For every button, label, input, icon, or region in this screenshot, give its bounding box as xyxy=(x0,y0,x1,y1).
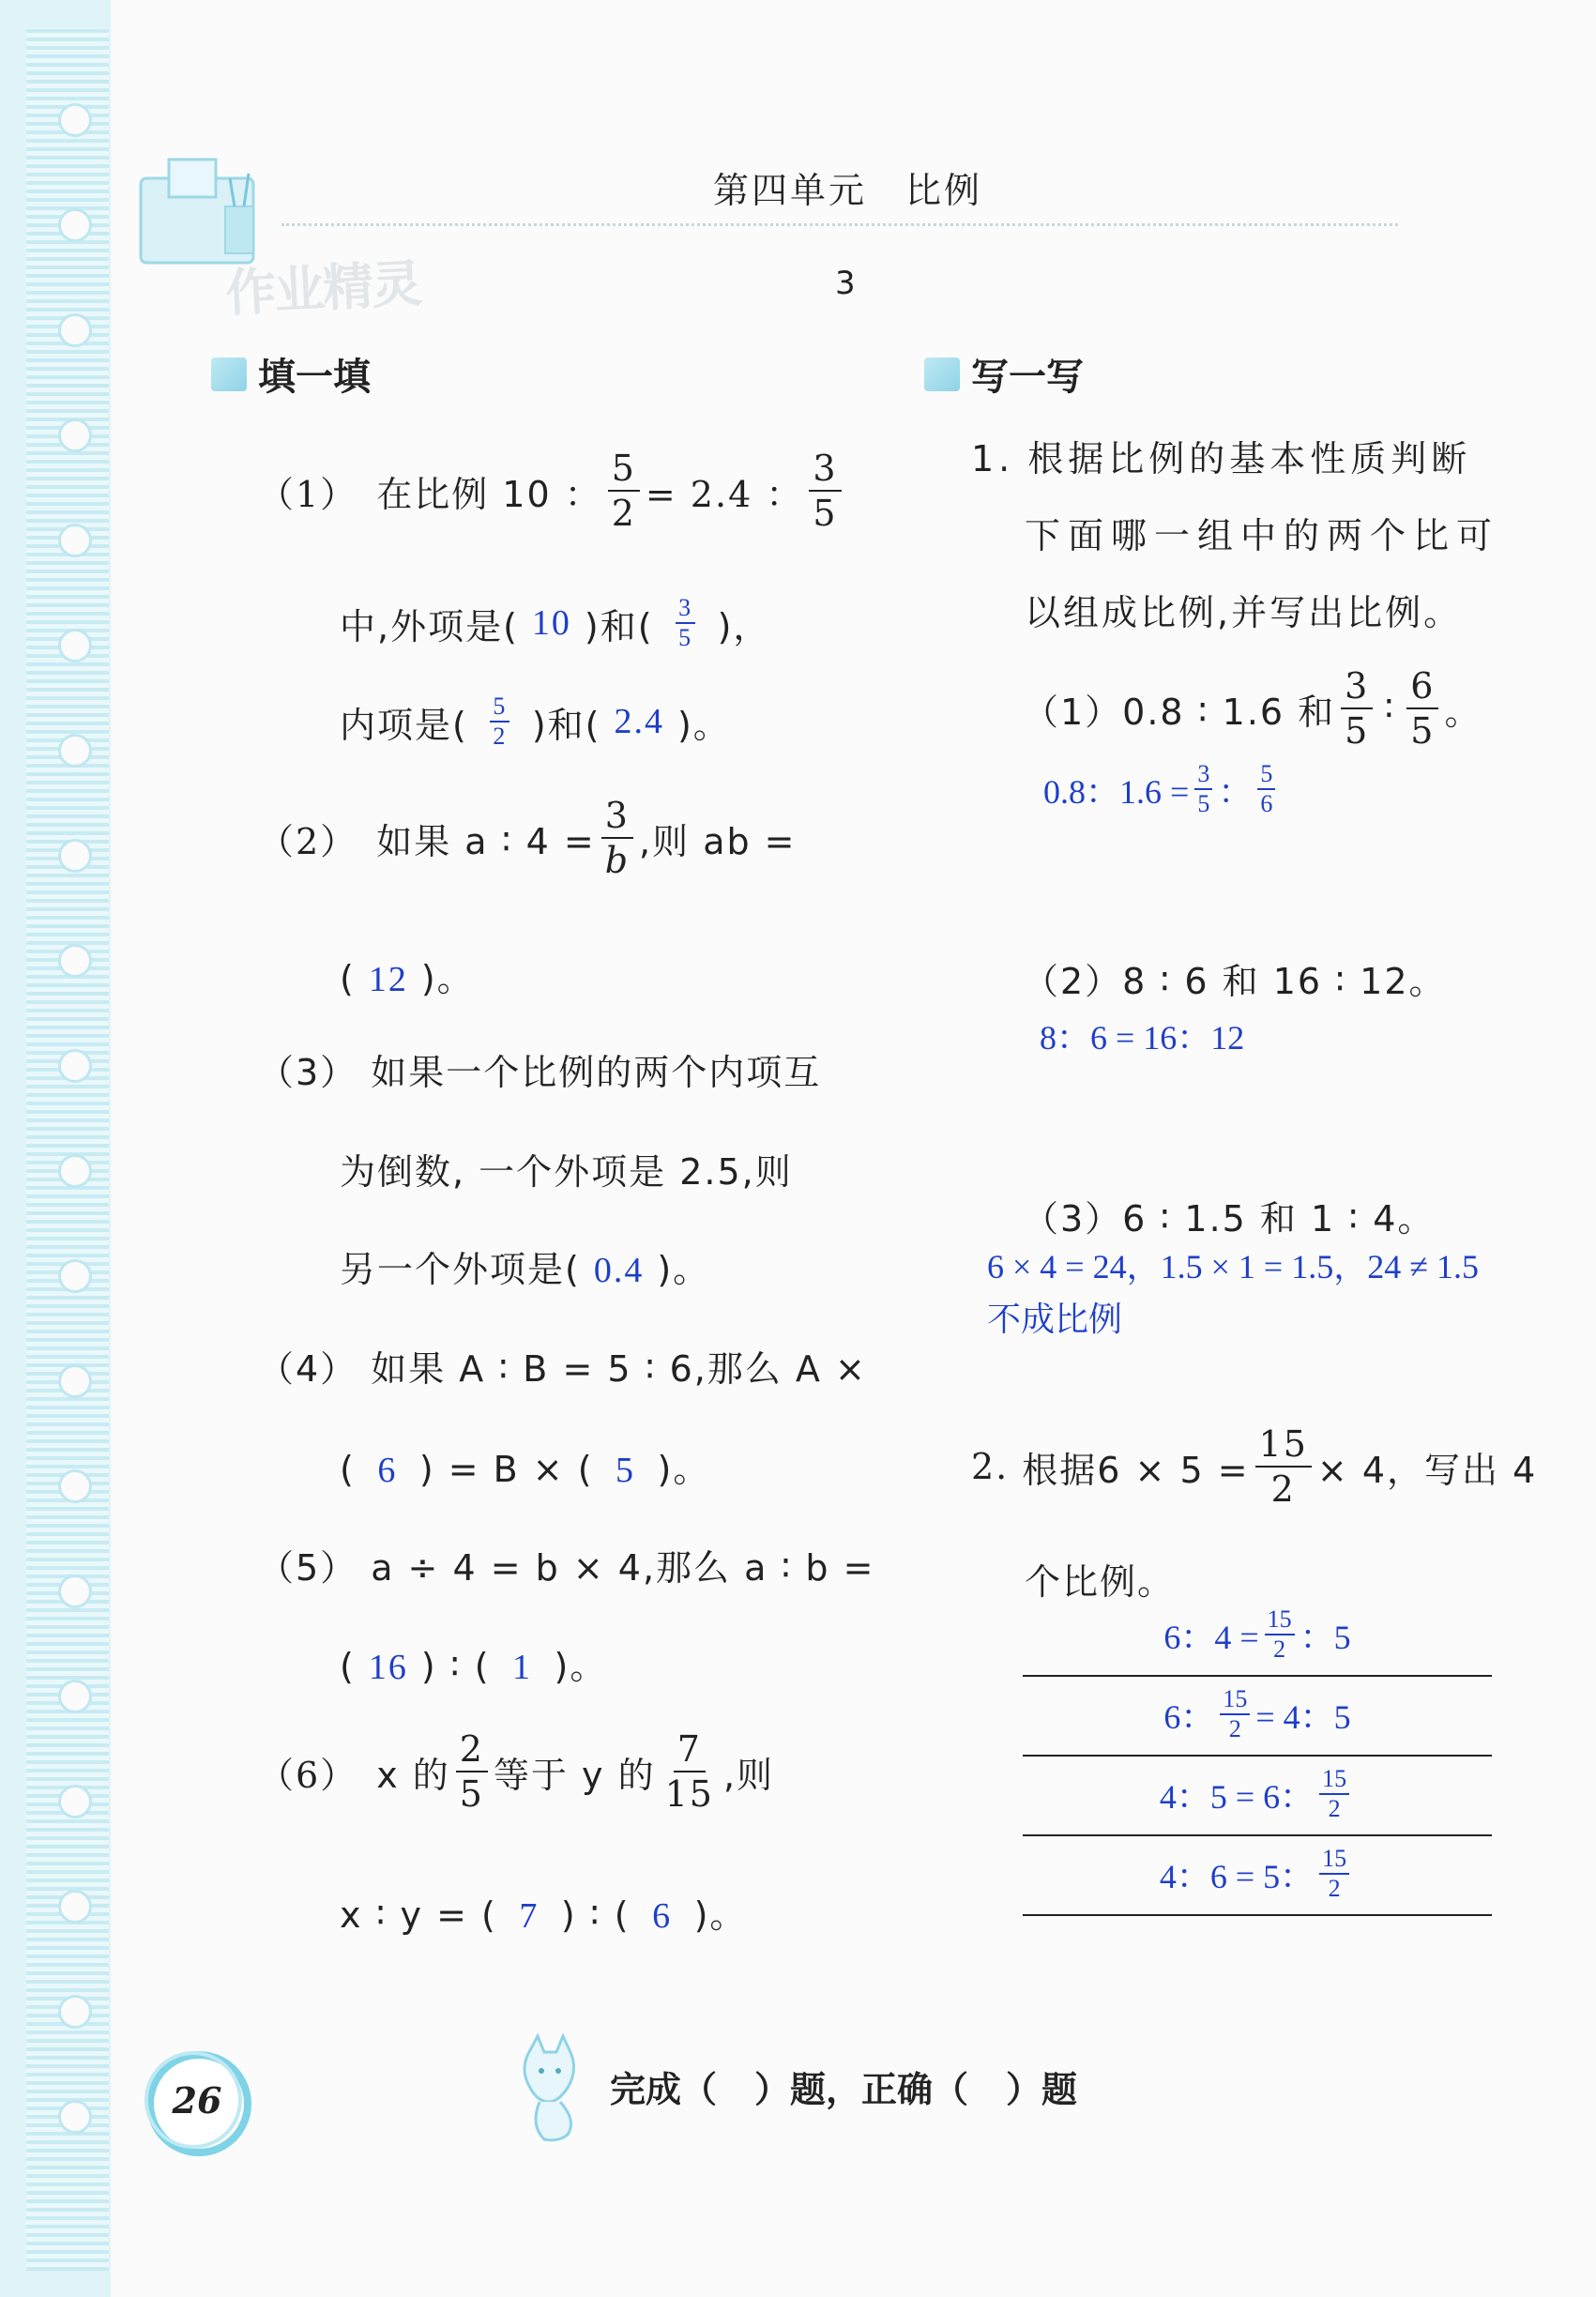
answer: 10 xyxy=(531,603,571,643)
p1-c-question: （3）6 ∶ 1.5 和 1 ∶ 4。 xyxy=(1023,1198,1436,1240)
answer: 6 xyxy=(652,1896,673,1936)
q1-line1 xyxy=(258,448,847,534)
binding-hole xyxy=(58,944,92,978)
binding-hole xyxy=(58,103,92,137)
binding-hole xyxy=(58,524,92,557)
p2-line2: 个比例。 xyxy=(1025,1561,1176,1603)
p1-b-answer: 8：6 = 16：12 xyxy=(1040,1019,1245,1057)
p1-b-question: （2）8 ∶ 6 和 16 ∶ 12。 xyxy=(1023,961,1447,1002)
p1-c-answer-1: 6 × 4 = 24，1.5 × 1 = 1.5，24 ≠ 1.5 xyxy=(987,1248,1479,1285)
answer-underline xyxy=(1023,1834,1492,1836)
answer-underline xyxy=(1023,1914,1492,1916)
answer: 2.4 xyxy=(614,702,664,741)
q4-line2: ( 6 ) = B × ( 5 )。 xyxy=(340,1449,711,1490)
binding-hole xyxy=(58,2100,92,2134)
q5-line1: （5） a ÷ 4 = b × 4,那么 a ∶ b = xyxy=(258,1547,875,1589)
watermark-logo: 作业精灵 xyxy=(223,253,422,324)
section-icon xyxy=(211,357,247,391)
section-icon xyxy=(924,357,960,391)
q5-line2: ( 16 ) ∶ ( 1 )。 xyxy=(340,1646,608,1687)
p1-a-question: （1）0.8 ∶ 1.6 和 $\frac{3}{5}$ ∶ $\frac{6}{5}$ 。 xyxy=(1023,665,1482,752)
p1-a-answer: 0.8：1.6 = $\frac{3}{5}$ ： $\frac{5}{6}$ xyxy=(1043,762,1281,816)
page-number-badge xyxy=(141,2046,253,2158)
q3-line3: 另一个外项是( 0.4 )。 xyxy=(340,1249,711,1290)
section-write xyxy=(924,347,1084,401)
binding-hole xyxy=(58,734,92,768)
binding-hole xyxy=(58,839,92,873)
binding-hole xyxy=(58,1995,92,2029)
section-title: 填一填 xyxy=(258,356,371,399)
fraction: $\frac{5}{2}$ xyxy=(608,450,640,531)
page-number: 26 xyxy=(172,2079,222,2122)
q3-line1: （3） 如果一个比例的两个内项互 xyxy=(258,1052,822,1093)
p2-answer: 4：6 = 5： $\frac{15}{2}$ xyxy=(1023,1847,1492,1901)
fraction: $\frac{15}{2}$ xyxy=(1255,1426,1312,1507)
fraction: $\frac{2}{5}$ xyxy=(456,1731,488,1812)
unit-title: 第四单元 比例 xyxy=(713,170,983,211)
q6-line2: x ∶ y = ( 7 ) ∶ ( 6 )。 xyxy=(340,1894,748,1936)
p2-answer: 6：4 = $\frac{15}{2}$ ：5 xyxy=(1163,1605,1351,1663)
fraction: $\frac{3}{5}$ xyxy=(1341,668,1373,749)
binding-hole xyxy=(58,629,92,662)
answer-fraction: $\frac{3}{5}$ xyxy=(676,596,695,650)
p2-answer: 6： $\frac{15}{2}$ = 4：5 xyxy=(1163,1685,1351,1742)
fraction: $\frac{3}{5}$ xyxy=(809,450,841,531)
binding-hole xyxy=(58,1785,92,1818)
header-divider xyxy=(281,223,1398,226)
answer: 1 xyxy=(512,1648,533,1687)
fraction: $\frac{7}{15}$ xyxy=(664,1728,714,1815)
p1-line2: 下面哪一组中的两个比可 xyxy=(1025,515,1500,556)
binding-hole xyxy=(58,1259,92,1293)
cat-illustration xyxy=(502,2031,596,2148)
p1-line3: 以组成比例,并写出比例。 xyxy=(1025,592,1463,633)
answer-fraction: $\frac{5}{2}$ xyxy=(490,694,509,749)
spine-texture xyxy=(26,28,109,2271)
p2-line1: 2. 根据6 × 5 = $\frac{15}{2}$ × 4，写出 4 xyxy=(971,1423,1538,1510)
q4-line1: （4） 如果 A ∶ B = 5 ∶ 6,那么 A × xyxy=(258,1348,867,1390)
binding-hole xyxy=(58,208,92,242)
completion-tally: 完成（ ）题，正确（ ）题 xyxy=(610,2069,1078,2110)
binding-hole xyxy=(58,1680,92,1713)
p2-answer: 4：5 = 6： $\frac{15}{2}$ xyxy=(1023,1767,1492,1821)
binding-hole xyxy=(58,1154,92,1188)
section-title: 写一写 xyxy=(971,356,1084,399)
answer: 5 xyxy=(616,1451,636,1490)
answer-underline xyxy=(1023,1755,1492,1757)
binding-hole xyxy=(58,1364,92,1398)
section-fill-in xyxy=(211,347,371,401)
answer: 16 xyxy=(368,1648,408,1687)
answer: 6 xyxy=(377,1451,398,1490)
answer: 0.4 xyxy=(593,1251,645,1290)
q1-line2: 中,外项是( 10 )和( $\frac{3}{5}$ )， xyxy=(340,594,771,651)
q1-text: 在比例 10 ： xyxy=(376,473,602,515)
binding-hole xyxy=(58,313,92,347)
binding-hole xyxy=(58,418,92,452)
binding-hole xyxy=(58,1890,92,1924)
q2-line1: （2） 如果 a ∶ 4 = $\frac{3}{b}$ ,则 ab = xyxy=(258,795,797,881)
binding-hole xyxy=(58,1469,92,1503)
lesson-number: 3 xyxy=(835,265,856,302)
q2-line2: ( 12 )。 xyxy=(340,958,475,999)
binding-hole xyxy=(58,1049,92,1083)
answer-underline xyxy=(1023,1675,1492,1677)
q6-line1: （6） x 的 $\frac{2}{5}$ 等于 y 的 $\frac{7}{15}$ ,则 xyxy=(258,1728,775,1815)
answer: 7 xyxy=(519,1896,540,1936)
fraction: $\frac{3}{b}$ xyxy=(601,798,633,878)
p1-line1: 1. 根据比例的基本性质判断 xyxy=(971,438,1472,479)
q1-line3: 内项是( $\frac{5}{2}$ )和( 2.4 )。 xyxy=(340,692,731,750)
q3-line2: 为倒数, 一个外项是 2.5,则 xyxy=(340,1151,793,1193)
fraction: $\frac{6}{5}$ xyxy=(1406,668,1438,749)
q1-number: （1） xyxy=(258,473,358,515)
binding-hole xyxy=(58,1574,92,1608)
q1-text-b: = 2.4 ： xyxy=(645,473,804,515)
answer: 12 xyxy=(368,960,408,999)
p1-c-answer-2: 不成比例 xyxy=(987,1301,1123,1338)
